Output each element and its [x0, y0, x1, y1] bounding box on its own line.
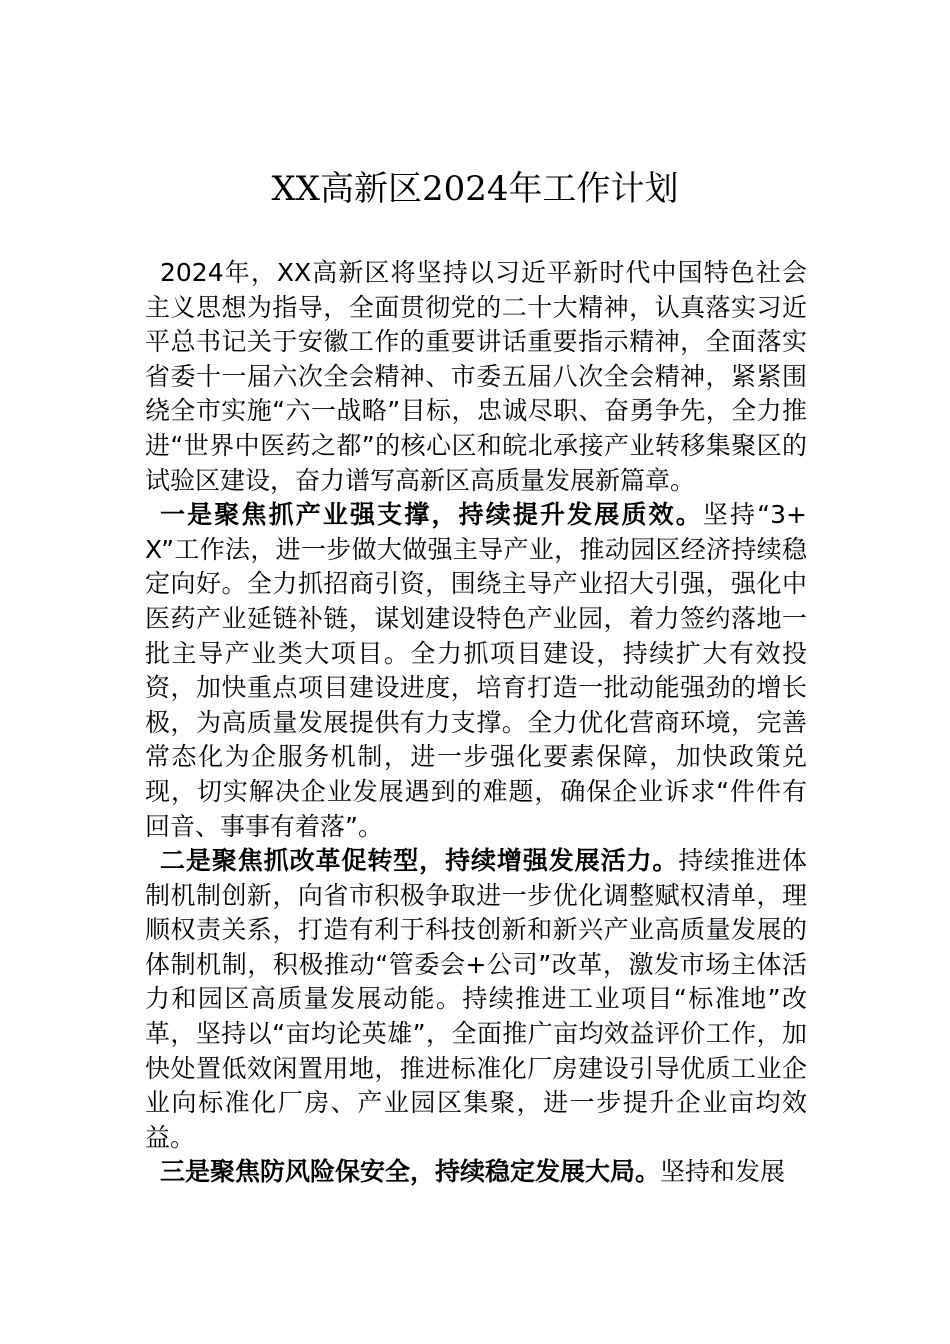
paragraph-text: 坚持“3+X”工作法，进一步做大做强主导产业，推动园区经济持续稳定向好。全力抓招商引资，围绕主导产业招大引强，强化中医药产业延链补链，谋划建设特色产业园，着力签约落地一批主导产业类大项目。全力抓项目建设，持续扩大有效投资，加快重点项目建设进度，培育打造一批动能强劲的增长极，为高质量发展提供有力支撑。全力优化营商环境，完善常态化为企服务机制，进一步强化要素保障，加快政策兑现，切实解决企业发展遇到的难题，确保企业诉求“件件有回音、事事有着落”。 [145, 500, 807, 841]
paragraph-intro [145, 256, 807, 498]
paragraph-reform [145, 844, 807, 1155]
paragraph-risk [145, 1155, 807, 1190]
paragraph-text: 持续推进体制机制创新，向省市积极争取进一步优化调整赋权清单，理顺权责关系，打造有利于科技创新和新兴产业高质量发展的体制机制，积极推动“管委会+公司”改革，激发市场主体活力和园区高质量发展动能。持续推进工业项目“标准地”改革，坚持以“亩均论英雄”，全面推广亩均效益评价工作，加快处置低效闲置用地，推进标准化厂房建设引导优质工业企业向标准化厂房、产业园区集聚，进一步提升企业亩均效益。 [145, 846, 807, 1152]
document-title: XX高新区2024年工作计划 [271, 169, 679, 209]
paragraph-industry [145, 498, 807, 844]
paragraph-lead: 二是聚焦抓改革促转型，持续增强发展活力。 [160, 846, 679, 876]
paragraph-lead: 三是聚焦防风险保安全，持续稳定发展大局。 [160, 1157, 661, 1187]
paragraph-text: 坚持和发展 [660, 1157, 786, 1187]
paragraph-lead: 一是聚焦抓产业强支撑，持续提升发展质效。 [160, 500, 703, 530]
paragraph-text: 2024年，XX高新区将坚持以习近平新时代中国特色社会主义思想为指导，全面贯彻党的二十大精神，认真落实习近平总书记关于安徽工作的重要讲话重要指示精神，全面落实省委十一届六次全会精神、市委五届八次全会精神，紧紧围绕全市实施“六一战略”目标，忠诚尽职、奋勇争先，全力推进“世界中医药之都”的核心区和皖北承接产业转移集聚区的试验区建设，奋力谱写高新区高质量发展新篇章。 [145, 258, 807, 495]
document-body [145, 256, 807, 1190]
